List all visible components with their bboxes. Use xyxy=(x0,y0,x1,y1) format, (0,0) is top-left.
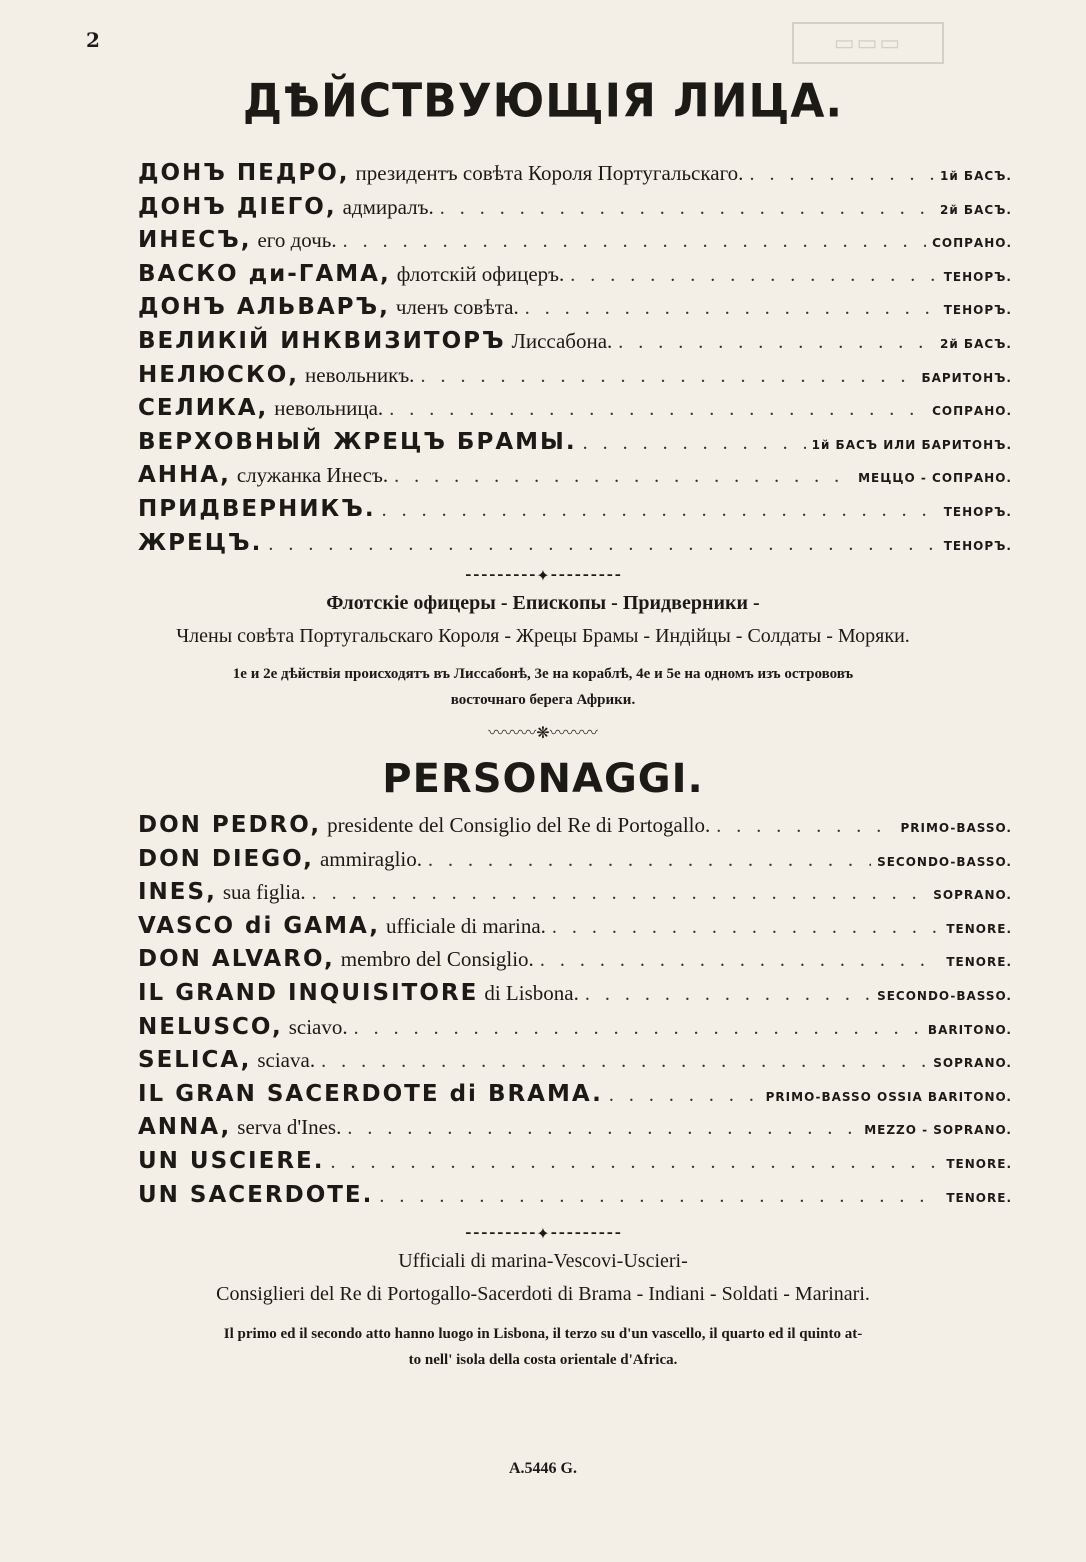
character-row xyxy=(138,530,1012,564)
character-description: di Lisbona. xyxy=(484,980,579,1005)
character-row xyxy=(138,1182,1012,1216)
character-name: IL GRAN SACERDOTE di BRAMA. xyxy=(138,1080,603,1107)
italian-chorus-line-1: Ufficiali di marina-Vescovi-Uscieri- xyxy=(398,1250,688,1272)
catalog-number: A.5446 G. xyxy=(509,1460,577,1477)
voice-type: SECONDO-BASSO. xyxy=(877,988,1012,1003)
character-row xyxy=(138,462,1012,496)
character-description: membro del Consiglio. xyxy=(340,947,534,972)
character-description: ammiraglio. xyxy=(319,846,422,871)
voice-type: 1й БАСЪ ИЛИ БАРИТОНЪ. xyxy=(811,437,1012,452)
character-name: SELICA, xyxy=(138,1047,252,1074)
italian-setting-line-2: to nell' isola della costa orientale d'Africa. xyxy=(408,1352,678,1368)
voice-type: 2й БАСЪ. xyxy=(939,336,1012,351)
character-row xyxy=(138,362,1012,396)
character-row xyxy=(138,429,1012,463)
russian-chorus-line-1: Флотскіе офицеры - Епископы - Придверники - xyxy=(326,592,760,614)
voice-type: СОПРАНО. xyxy=(932,236,1012,251)
voice-type: ТЕНОРЪ. xyxy=(943,538,1012,553)
character-row xyxy=(138,328,1012,362)
leader-dots xyxy=(321,1050,927,1073)
character-name: ИНЕСЪ, xyxy=(138,227,252,254)
character-row xyxy=(138,1047,1012,1081)
character-description: невольникъ. xyxy=(305,362,415,387)
voice-type: СОПРАНО. xyxy=(932,404,1012,419)
leader-dots xyxy=(585,983,871,1006)
italian-setting-line-1: Il primo ed il secondo atto hanno luogo in Lisbona, il terzo su d'un vascello, il quarto ed il quinto at- xyxy=(223,1326,863,1342)
page-number: 2 xyxy=(86,28,100,52)
character-name: DON ALVARO, xyxy=(138,946,335,973)
character-row xyxy=(138,946,1012,980)
voice-type: TENORE. xyxy=(946,1190,1012,1205)
voice-type: TENORE. xyxy=(946,955,1012,970)
voice-type: 1й БАСЪ. xyxy=(939,169,1012,183)
leader-dots xyxy=(428,849,871,872)
character-name: ДОНЪ ПЕДРО, xyxy=(138,160,350,186)
character-name: АННА, xyxy=(138,462,231,489)
voice-type: МЕЦЦО - СОПРАНО. xyxy=(858,471,1012,486)
character-row xyxy=(138,879,1012,913)
ornament-divider: ⁃⁃⁃⁃⁃⁃⁃⁃⁃✦⁃⁃⁃⁃⁃⁃⁃⁃⁃ xyxy=(464,1224,622,1243)
character-row xyxy=(138,194,1012,228)
character-name: DON PEDRO, xyxy=(138,812,322,838)
character-description: Лиссабона. xyxy=(511,328,613,353)
voice-type: 2й БАСЪ. xyxy=(939,202,1012,217)
voice-type: SECONDO-BASSO. xyxy=(877,854,1012,869)
character-description: флотскій офицеръ. xyxy=(396,261,565,286)
character-description: sciava. xyxy=(257,1048,316,1073)
character-name: IL GRAND INQUISITORE xyxy=(138,979,479,1006)
leader-dots xyxy=(268,533,937,556)
character-row xyxy=(138,496,1012,530)
character-description: адмиралъ. xyxy=(342,194,434,219)
italian-cast-list xyxy=(138,812,1012,1215)
voice-type: TENORE. xyxy=(946,1156,1012,1171)
character-name: НЕЛЮСКО, xyxy=(138,361,300,388)
leader-dots xyxy=(347,1117,858,1140)
character-row xyxy=(138,980,1012,1014)
character-name: ANNA, xyxy=(138,1114,232,1141)
character-name: ЖРЕЦЪ. xyxy=(138,529,263,556)
character-row xyxy=(138,1114,1012,1148)
leader-dots xyxy=(525,297,938,320)
leader-dots xyxy=(440,197,934,220)
russian-setting-line-2: восточнаго берега Африки. xyxy=(450,692,636,708)
leader-dots xyxy=(749,163,934,186)
character-row xyxy=(138,160,1012,194)
voice-type: БАРИТОНЪ. xyxy=(921,370,1012,385)
italian-chorus-line-2: Consiglieri del Re di Portogallo-Sacerdoti di Brama - Indiani - Soldati - Marinari. xyxy=(216,1283,870,1305)
character-row xyxy=(138,227,1012,261)
character-description: служанка Инесъ. xyxy=(236,463,389,488)
leader-dots xyxy=(540,949,941,972)
character-row xyxy=(138,812,1012,846)
voice-type: SOPRANO. xyxy=(933,1056,1012,1071)
character-name: СЕЛИКА, xyxy=(138,395,269,422)
leader-dots xyxy=(618,331,934,354)
russian-setting-line-1: 1е и 2е дѣйствія происходятъ въ Лиссабонѣ, 3е на кораблѣ, 4е и 5е на одномъ изъ острововъ xyxy=(232,666,854,682)
character-description: невольница. xyxy=(274,396,384,421)
leader-dots xyxy=(609,1084,760,1107)
character-description: президентъ совѣта Короля Португальскаго. xyxy=(355,161,744,185)
leader-dots xyxy=(382,499,938,522)
library-stamp: ▭▭▭ xyxy=(792,22,944,64)
character-row xyxy=(138,294,1012,328)
character-description: его дочь. xyxy=(257,228,337,253)
character-row xyxy=(138,1148,1012,1182)
russian-chorus-line-2: Члены совѣта Португальскаго Короля - Жрецы Брамы - Индійцы - Солдаты - Моряки. xyxy=(176,625,910,647)
character-description: serva d'Ines. xyxy=(237,1115,342,1140)
character-description: ufficiale di marina. xyxy=(385,913,546,938)
character-name: ВЕЛИКІЙ ИНКВИЗИТОРЪ xyxy=(138,327,506,354)
character-row xyxy=(138,1014,1012,1048)
character-name: NELUSCO, xyxy=(138,1013,283,1040)
character-name: INES, xyxy=(138,879,217,906)
character-name: ВАСКО ди-ГАМА, xyxy=(138,260,391,287)
character-name: ДОНЪ АЛЬВАРЪ, xyxy=(138,294,390,321)
leader-dots xyxy=(343,230,926,253)
ornament-divider: ⁃⁃⁃⁃⁃⁃⁃⁃⁃✦⁃⁃⁃⁃⁃⁃⁃⁃⁃ xyxy=(464,566,622,585)
character-row xyxy=(138,846,1012,880)
character-name: ВЕРХОВНЫЙ ЖРЕЦЪ БРАМЫ. xyxy=(138,428,577,455)
leader-dots xyxy=(394,465,852,488)
leader-dots xyxy=(570,264,937,287)
character-row xyxy=(138,1081,1012,1115)
ornament-divider: 〰〰〰❋〰〰〰 xyxy=(488,723,598,742)
voice-type: ТЕНОРЪ. xyxy=(943,504,1012,519)
character-description: sciavo. xyxy=(288,1014,348,1039)
voice-type: PRIMO-BASSO OSSIA BARITONO. xyxy=(765,1089,1012,1104)
leader-dots xyxy=(379,1185,940,1208)
character-row xyxy=(138,395,1012,429)
leader-dots xyxy=(354,1017,922,1040)
character-description: sua figlia. xyxy=(222,880,306,905)
character-row xyxy=(138,261,1012,295)
voice-type: PRIMO-BASSO. xyxy=(900,821,1012,835)
russian-title: ДѢЙСТВУЮЩІЯ ЛИЦА. xyxy=(242,74,844,129)
character-name: UN USCIERE. xyxy=(138,1147,325,1174)
leader-dots xyxy=(389,398,926,421)
leader-dots xyxy=(716,815,894,838)
voice-type: MEZZO - SOPRANO. xyxy=(864,1123,1012,1138)
voice-type: BARITONO. xyxy=(927,1022,1012,1037)
leader-dots xyxy=(330,1151,940,1174)
character-name: DON DIEGO, xyxy=(138,845,314,872)
leader-dots xyxy=(312,882,928,905)
character-name: VASCO di GAMA, xyxy=(138,912,380,939)
voice-type: SOPRANO. xyxy=(933,888,1012,903)
character-name: ПРИДВЕРНИКЪ. xyxy=(138,495,376,522)
italian-title: PERSONAGGI. xyxy=(382,756,704,802)
russian-cast-list xyxy=(138,160,1012,563)
leader-dots xyxy=(552,916,940,939)
character-name: UN SACERDOTE. xyxy=(138,1181,374,1208)
character-row xyxy=(138,913,1012,947)
leader-dots xyxy=(583,432,806,455)
voice-type: TENORE. xyxy=(946,921,1012,936)
character-description: presidente del Consiglio del Re di Portogallo. xyxy=(327,813,711,837)
voice-type: ТЕНОРЪ. xyxy=(943,303,1012,318)
character-name: ДОНЪ ДІЕГО, xyxy=(138,193,337,220)
voice-type: ТЕНОРЪ. xyxy=(943,269,1012,284)
character-description: членъ совѣта. xyxy=(395,295,519,320)
leader-dots xyxy=(420,365,915,388)
